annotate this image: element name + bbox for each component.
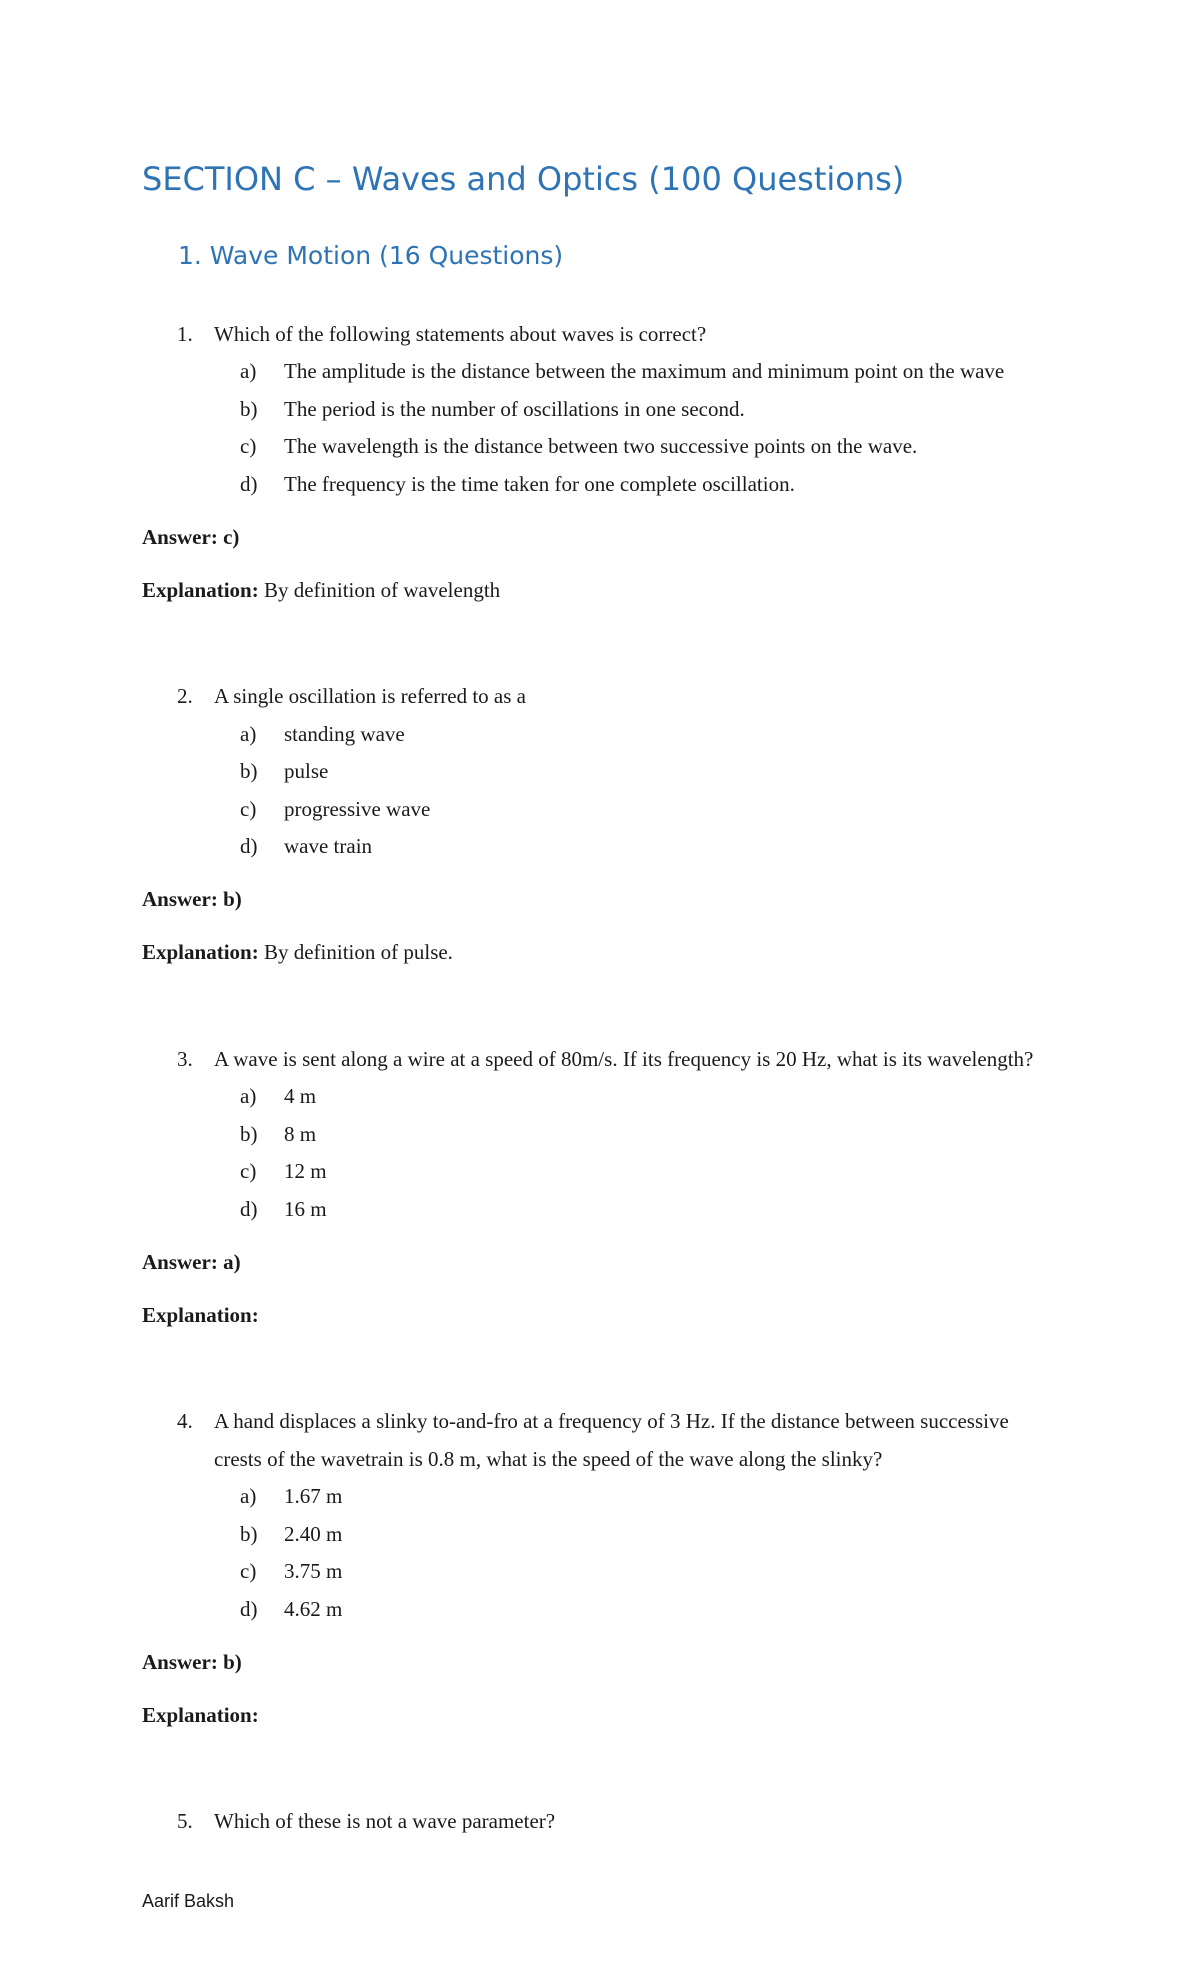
- explanation-text: By definition of wavelength: [263, 578, 501, 602]
- option-text: The frequency is the time taken for one complete oscillation.: [284, 472, 795, 496]
- option-letter: b): [240, 1522, 258, 1546]
- option-text: 1.67 m: [284, 1484, 343, 1508]
- option-letter: c): [240, 434, 257, 458]
- option-text: 12 m: [284, 1159, 327, 1183]
- option-letter: c): [240, 1559, 257, 1583]
- explanation-label: Explanation:: [142, 578, 259, 602]
- option-text: pulse: [284, 759, 329, 783]
- answer-line: [142, 524, 239, 550]
- answer-label: Answer:: [142, 525, 218, 549]
- option-text: standing wave: [284, 722, 405, 746]
- question-number: 5.: [177, 1809, 193, 1833]
- answer-label: Answer:: [142, 1250, 218, 1274]
- question-text: A single oscillation is referred to as a: [214, 684, 526, 708]
- option-letter: d): [240, 1197, 258, 1221]
- footer-author: Aarif Baksh: [142, 1891, 235, 1911]
- section-title: SECTION C – Waves and Optics (100 Questions): [142, 160, 905, 198]
- explanation-line: [142, 939, 453, 965]
- option-letter: b): [240, 1122, 258, 1146]
- explanation-label: Explanation:: [142, 1703, 259, 1727]
- option-text: The amplitude is the distance between the maximum and minimum point on the wave: [284, 359, 1005, 383]
- question-text-continued: crests of the wavetrain is 0.8 m, what is the speed of the wave along the slinky?: [214, 1447, 883, 1471]
- option-letter: b): [240, 759, 258, 783]
- option-text: The wavelength is the distance between two successive points on the wave.: [284, 434, 918, 458]
- answer-value: a): [223, 1250, 241, 1274]
- option-text: The period is the number of oscillations in one second.: [284, 397, 745, 421]
- question-text: A wave is sent along a wire at a speed of 80m/s. If its frequency is 20 Hz, what is its wavelength?: [214, 1047, 1034, 1071]
- explanation-line: [142, 1302, 259, 1328]
- explanation-line: [142, 577, 500, 603]
- answer-value: b): [223, 887, 242, 911]
- question-text: A hand displaces a slinky to-and-fro at a frequency of 3 Hz. If the distance between successive: [214, 1409, 1009, 1433]
- option-letter: d): [240, 472, 258, 496]
- answer-line: [142, 886, 242, 912]
- explanation-label: Explanation:: [142, 1303, 259, 1327]
- option-letter: d): [240, 1597, 258, 1621]
- answer-label: Answer:: [142, 1650, 218, 1674]
- answer-label: Answer:: [142, 887, 218, 911]
- question-number: 2.: [177, 684, 193, 708]
- option-letter: a): [240, 1084, 257, 1108]
- explanation-text: By definition of pulse.: [263, 940, 453, 964]
- answer-value: c): [223, 525, 240, 549]
- explanation-line: [142, 1702, 259, 1728]
- answer-line: [142, 1649, 242, 1675]
- option-text: progressive wave: [284, 797, 431, 821]
- answer-value: b): [223, 1650, 242, 1674]
- option-letter: a): [240, 1484, 257, 1508]
- option-text: 16 m: [284, 1197, 327, 1221]
- question-text: Which of these is not a wave parameter?: [214, 1809, 556, 1833]
- question-number: 1.: [177, 322, 193, 346]
- question-number: 4.: [177, 1409, 193, 1433]
- option-letter: a): [240, 722, 257, 746]
- question-text: Which of the following statements about waves is correct?: [214, 322, 707, 346]
- subsection-title: 1. Wave Motion (16 Questions): [178, 241, 564, 270]
- option-text: 8 m: [284, 1122, 317, 1146]
- answer-line: [142, 1249, 241, 1275]
- option-letter: a): [240, 359, 257, 383]
- option-text: 4.62 m: [284, 1597, 343, 1621]
- question-number: 3.: [177, 1047, 193, 1071]
- option-text: 2.40 m: [284, 1522, 343, 1546]
- option-letter: b): [240, 397, 258, 421]
- option-letter: c): [240, 797, 257, 821]
- option-text: 3.75 m: [284, 1559, 343, 1583]
- option-text: 4 m: [284, 1084, 317, 1108]
- option-letter: d): [240, 834, 258, 858]
- explanation-label: Explanation:: [142, 940, 259, 964]
- option-letter: c): [240, 1159, 257, 1183]
- option-text: wave train: [284, 834, 373, 858]
